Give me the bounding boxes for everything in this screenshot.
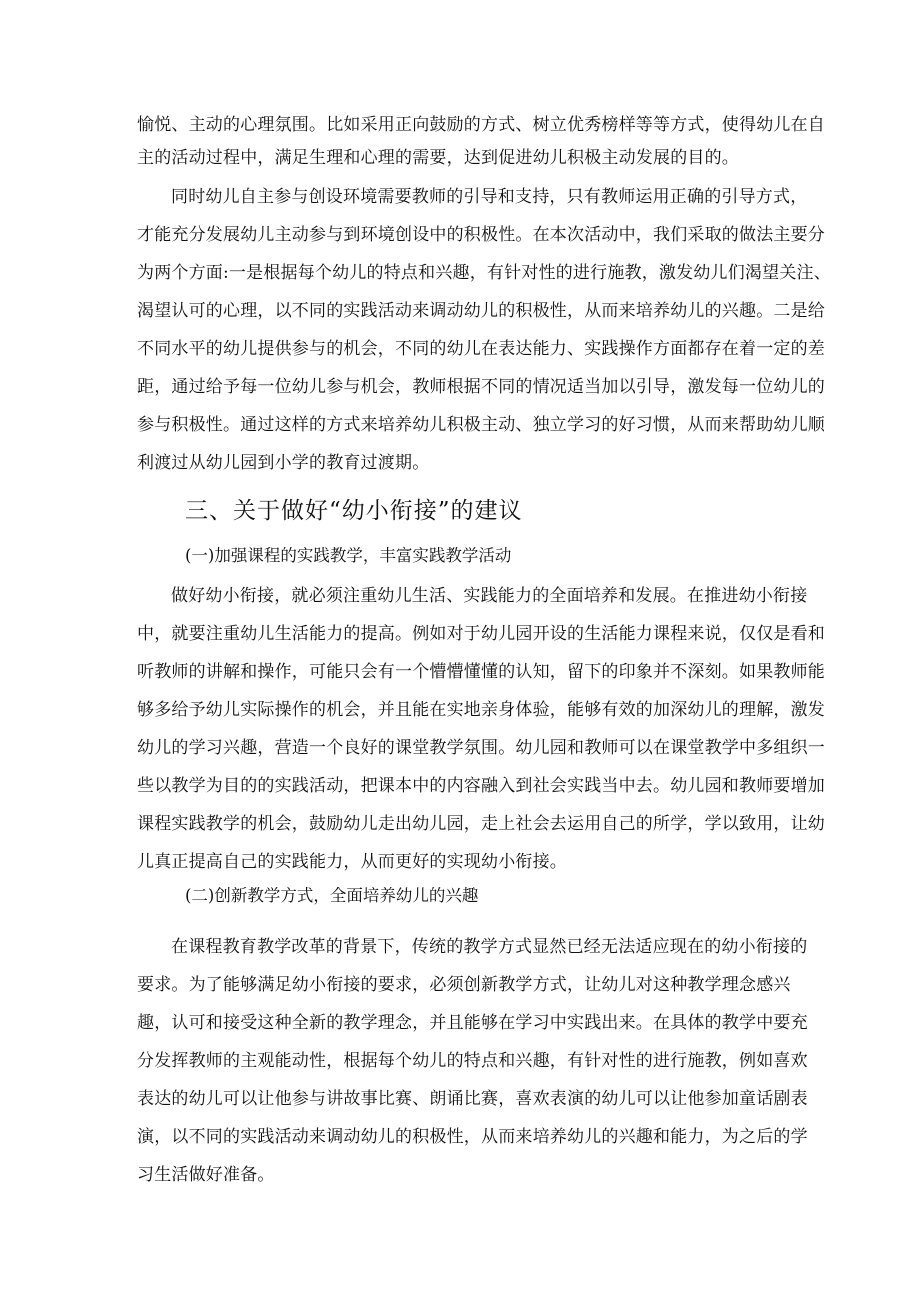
paragraph-line: 为两个方面:一是根据每个幼儿的特点和兴趣，有针对性的进行施教，激发幼儿们渴望关注、 — [137, 263, 831, 283]
paragraph-line: 听教师的讲解和操作，可能只会有一个懵懵懂懂的认知，留下的印象并不深刻。如果教师能 — [137, 662, 825, 682]
subsection-heading-1: (一)加强课程的实践教学，丰富实践教学活动 — [185, 546, 512, 565]
paragraph-line: 课程实践教学的机会，鼓励幼儿走出幼儿园，走上社会去运用自己的所学，学以致用，让幼 — [137, 814, 825, 834]
paragraph-line: 些以教学为目的的实践活动，把课本中的内容融入到社会实践当中去。幼儿园和教师要增加 — [137, 776, 825, 796]
paragraph-line: 够多给予幼儿实际操作的机会，并且能在实地亲身体验，能够有效的加深幼儿的理解，激发 — [137, 700, 825, 720]
paragraph-line: 要求。为了能够满足幼小衔接的要求，必须创新教学方式，让幼儿对这种教学理念感兴 — [137, 975, 791, 995]
subsection-heading-2: (二)创新教学方式，全面培养幼儿的兴趣 — [185, 886, 479, 905]
paragraph-line: 表达的幼儿可以让他参与讲故事比赛、朗诵比赛，喜欢表演的幼儿可以让他参加童话剧表 — [137, 1089, 808, 1109]
paragraph-line: 才能充分发展幼儿主动参与到环境创设中的积极性。在本次活动中，我们采取的做法主要分 — [137, 225, 825, 245]
paragraph-line: 主的活动过程中，满足生理和心理的需要，达到促进幼儿积极主动发展的目的。 — [137, 148, 739, 168]
paragraph-line: 参与积极性。通过这样的方式来培养幼儿积极主动、独立学习的好习惯，从而来帮助幼儿顺 — [137, 415, 825, 435]
paragraph-line: 习生活做好准备。 — [137, 1165, 275, 1185]
paragraph-line: 中，就要注重幼儿生活能力的提高。例如对于幼儿园开设的生活能力课程来说，仅仅是看和 — [137, 624, 825, 644]
paragraph-line: 同时幼儿自主参与创设环境需要教师的引导和支持，只有教师运用正确的引导方式， — [171, 187, 808, 207]
paragraph-line: 利渡过从幼儿园到小学的教育过渡期。 — [137, 453, 430, 473]
paragraph-line: 儿真正提高自己的实践能力，从而更好的实现幼小衔接。 — [137, 852, 567, 872]
paragraph-line: 演，以不同的实践活动来调动幼儿的积极性，从而来培养幼儿的兴趣和能力，为之后的学 — [137, 1127, 808, 1147]
paragraph-line: 做好幼小衔接，就必须注重幼儿生活、实践能力的全面培养和发展。在推进幼小衔接 — [171, 586, 808, 606]
paragraph-line: 在课程教育教学改革的背景下，传统的教学方式显然已经无法适应现在的幼小衔接的 — [171, 937, 808, 957]
paragraph-line: 不同水平的幼儿提供参与的机会，不同的幼儿在表达能力、实践操作方面都存在着一定的差 — [137, 339, 825, 359]
paragraph-line: 分发挥教师的主观能动性，根据每个幼儿的特点和兴趣，有针对性的进行施教，例如喜欢 — [137, 1051, 808, 1071]
paragraph-line: 距，通过给予每一位幼儿参与机会，教师根据不同的情况适当加以引导，激发每一位幼儿的 — [137, 377, 825, 397]
paragraph-line: 愉悦、主动的心理氛围。比如采用正向鼓励的方式、树立优秀榜样等等方式，使得幼儿在自 — [137, 115, 825, 135]
paragraph-line: 趣，认可和接受这种全新的教学理念，并且能够在学习中实践出来。在具体的教学中要充 — [137, 1013, 808, 1033]
section-heading: 三、关于做好“幼小衔接”的建议 — [185, 498, 523, 524]
paragraph-line: 幼儿的学习兴趣，营造一个良好的课堂教学氛围。幼儿园和教师可以在课堂教学中多组织一 — [137, 738, 825, 758]
paragraph-line: 渴望认可的心理，以不同的实践活动来调动幼儿的积极性，从而来培养幼儿的兴趣。二是给 — [137, 301, 825, 321]
